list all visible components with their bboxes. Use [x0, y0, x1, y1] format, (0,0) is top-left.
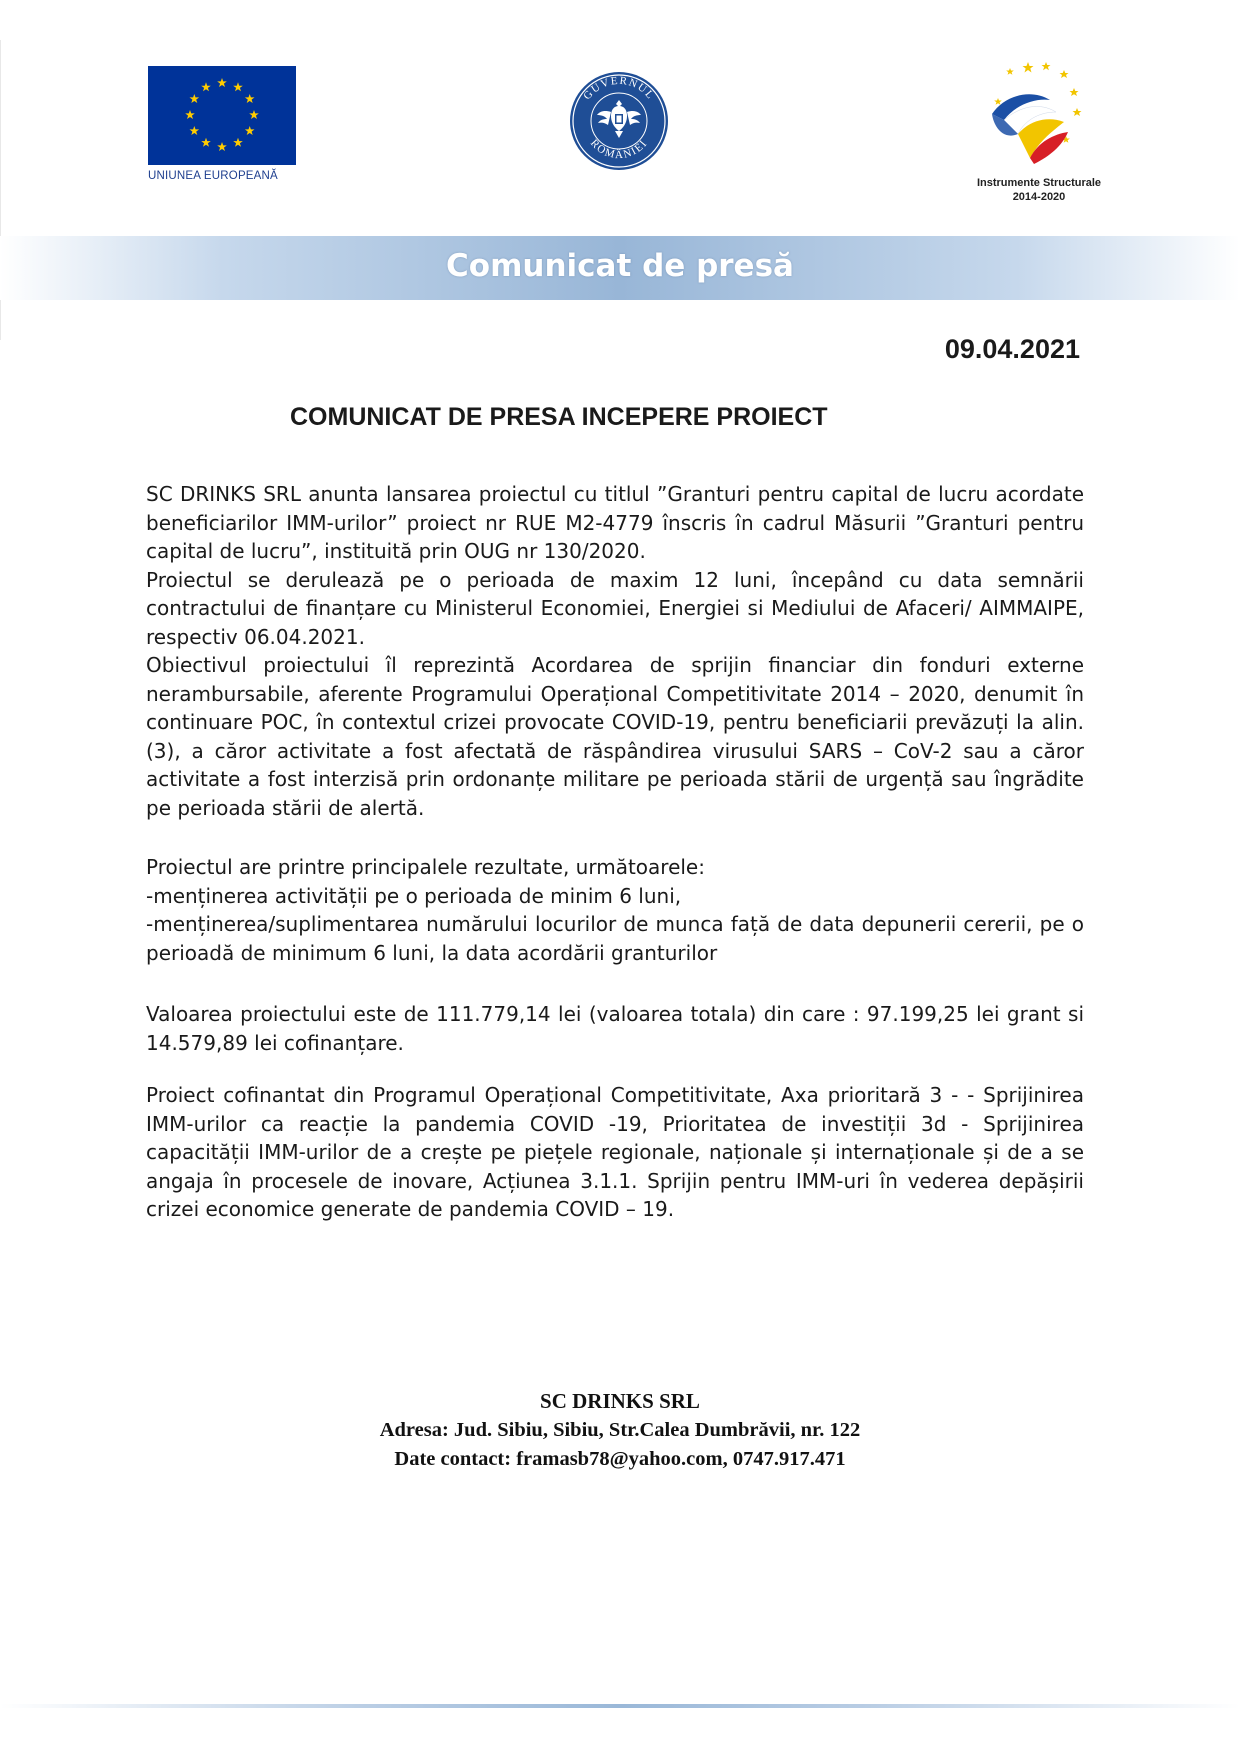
- company-name: SC DRINKS SRL: [540, 1389, 700, 1413]
- eu-star-icon: [190, 94, 200, 103]
- eu-star-icon: [185, 110, 195, 119]
- results-block: [146, 853, 1084, 967]
- eu-star-icon: [245, 94, 255, 103]
- is-caption-line1: Instrumente Structurale: [976, 177, 1102, 189]
- is-caption-line2: 2014-2020: [1012, 191, 1066, 203]
- banner-title: Comunicat de presă: [446, 248, 794, 284]
- document-date: 09.04.2021: [944, 334, 1080, 364]
- gov-text-bottom: ROMÂNIEI: [587, 137, 651, 162]
- eu-logo: [148, 66, 298, 182]
- eu-star-icon: [201, 82, 211, 91]
- is-caption: [964, 176, 1114, 204]
- paragraph-announcement: SC DRINKS SRL anunta lansarea proiectul cu titlul ”Granturi pentru capital de lucru acordate beneficiarilor IMM-urilor” proiect nr RUE M2-4779 înscris în cadrul Măsurii ”Granturi pentru capital de lucru”, instituită prin OUG nr 130/2020.: [146, 482, 1084, 563]
- company-footer: [0, 1387, 1240, 1474]
- eu-caption: UNIUNEA EUROPEANĂ: [148, 170, 278, 182]
- eu-flag: [148, 66, 296, 165]
- result-item-2: -menținerea/suplimentarea numărului locurilor de munca față de data depunerii cererii, pe o perioadă de minimum 6 luni, la data acordării granturilor: [146, 912, 1084, 965]
- funding-info: [146, 1081, 1084, 1224]
- results-intro: Proiectul are printre principalele rezultate, următoarele:: [146, 855, 705, 879]
- eu-star-icon: [233, 138, 243, 147]
- eu-star-icon: [217, 142, 227, 151]
- company-contact: Date contact: framasb78@yahoo.com, 0747.917.471: [394, 1448, 846, 1470]
- project-value: [146, 1000, 1084, 1057]
- result-item-1: -menținerea activității pe o perioada de minim 6 luni,: [146, 883, 682, 908]
- value-paragraph: Valoarea proiectului este de 111.779,14 lei (valoarea totala) din care : 97.199,25 lei grant si 14.579,89 lei cofinanțare.: [146, 1002, 1084, 1055]
- eu-star-icon: [201, 138, 211, 147]
- company-address: Adresa: Jud. Sibiu, Sibiu, Str.Calea Dumbrăvii, nr. 122: [379, 1419, 861, 1441]
- eu-star-icon: [190, 126, 200, 135]
- eu-star-icon: [217, 78, 227, 87]
- bottom-divider: [0, 1704, 1240, 1708]
- romanian-government-logo: [568, 70, 670, 172]
- eu-star-icon: [249, 110, 259, 119]
- is-swoosh-icon: [992, 94, 1068, 164]
- gov-text-top: GUVERNUL: [581, 74, 657, 103]
- intro-paragraphs: [146, 480, 1084, 822]
- eu-star-icon: [233, 82, 243, 91]
- press-release-banner: [0, 236, 1240, 300]
- eu-star-icon: [245, 126, 255, 135]
- document-title: COMUNICAT DE PRESA INCEPERE PROIECT: [290, 403, 828, 431]
- paragraph-duration: Proiectul se derulează pe o perioada de maxim 12 luni, începând cu data semnării contractului de finanțare cu Ministerul Economiei, Energiei si Mediului de Afaceri/ AIMMAIPE, respectiv 06.04.2021.: [146, 567, 1084, 649]
- funding-paragraph: Proiect cofinantat din Programul Operațional Competitivitate, Axa prioritară 3 - - Sprijinirea IMM-urilor ca reacție la pandemia COVID -19, Prioritatea de investiții 3d - Sprijinirea capacității IMM-urilor de a crește pe piețele regionale, naționale și internaționale și de a se angaja în procesele de inovare, Acțiunea 3.1.1. Sprijin pentru IMM-uri în vederea depășirii crizei economice generate de pandemia COVID – 19.: [146, 1083, 1084, 1221]
- paragraph-objective: Obiectivul proiectului îl reprezintă Acordarea de sprijin financiar din fonduri externe nerambursabile, aferente Programului Operațional Competitivitate 2014 – 2020, denumit în continuare POC, în contextul crizei provocate COVID-19, pentru beneficiarii prevăzuți la alin. (3), a căror activitate a fost afectată de răspândirea virusului SARS – CoV-2 sau a căror activitate a fost interzisă prin ordonanțe militare pe perioada stării de urgență sau îngrădite pe perioada stării de alertă.: [146, 653, 1084, 820]
